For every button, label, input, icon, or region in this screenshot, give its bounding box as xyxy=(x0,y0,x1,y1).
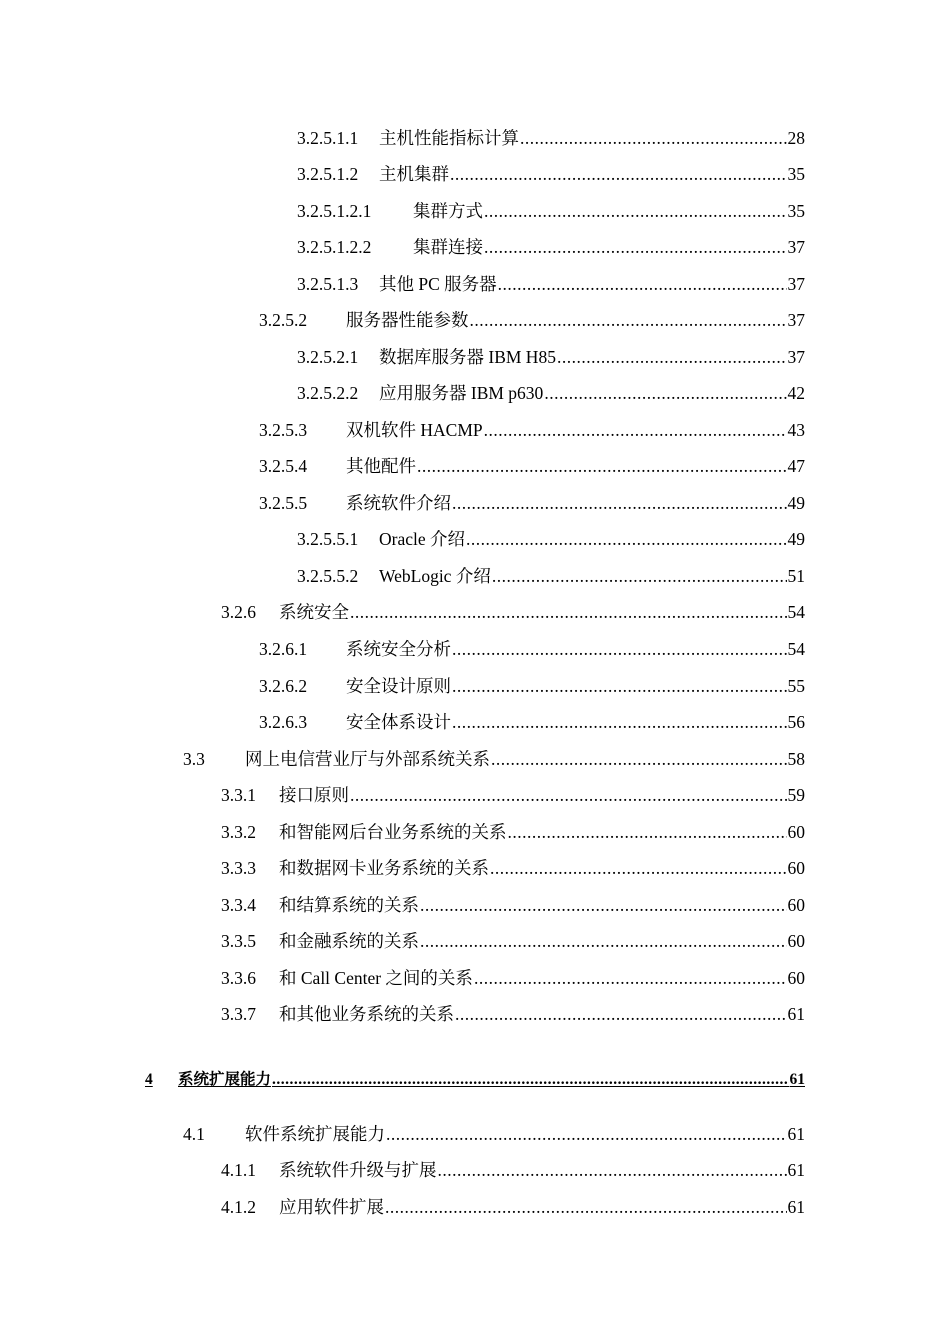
toc-dot-leader xyxy=(386,1122,787,1146)
toc-entry-title: 和其他业务系统的关系 xyxy=(279,1004,454,1024)
toc-entry-number: 4.1.2 xyxy=(221,1197,256,1217)
toc-entry-title: 应用软件扩展 xyxy=(279,1197,384,1217)
toc-entry[interactable] xyxy=(183,747,805,771)
toc-dot-leader xyxy=(452,491,787,515)
toc-entry[interactable] xyxy=(259,674,805,698)
toc-entry-title: 服务器性能参数 xyxy=(346,310,469,330)
toc-entry-page: 35 xyxy=(787,164,805,184)
toc-dot-leader xyxy=(520,126,787,150)
toc-entry-number: 3.3.3 xyxy=(221,858,256,878)
toc-entry-page: 37 xyxy=(787,310,805,330)
toc-entry-number: 3.2.5.5 xyxy=(259,493,308,513)
toc-entry-page: 54 xyxy=(787,602,805,622)
toc-entry-number: 3.2.6.2 xyxy=(259,676,308,696)
toc-entry-page: 54 xyxy=(787,639,805,659)
toc-entry-number: 3.3.2 xyxy=(221,822,256,842)
toc-dot-leader xyxy=(498,272,787,296)
toc-entry-title: 安全体系设计 xyxy=(346,712,451,732)
toc-entry[interactable] xyxy=(221,600,805,624)
toc-entry-page: 61 xyxy=(787,1197,805,1217)
toc-entry-number: 3.3.4 xyxy=(221,895,256,915)
toc-entry[interactable] xyxy=(221,966,805,990)
toc-entry-title: 和 Call Center 之间的关系 xyxy=(279,968,473,988)
toc-entry[interactable] xyxy=(259,418,805,442)
toc-dot-leader xyxy=(450,162,787,186)
toc-entry[interactable] xyxy=(221,1158,805,1182)
toc-entry-number: 3.3.1 xyxy=(221,785,256,805)
toc-dot-leader xyxy=(420,929,787,953)
toc-entry-number: 4.1 xyxy=(183,1124,205,1144)
toc-entry[interactable] xyxy=(297,564,805,588)
toc-entry-number: 3.2.5.1.2 xyxy=(297,164,359,184)
toc-entry-number: 3.2.5.1.2.1 xyxy=(297,201,372,221)
toc-entry-title: 和智能网后台业务系统的关系 xyxy=(279,822,507,842)
toc-dot-leader xyxy=(484,199,787,223)
toc-entry-number: 3.3.6 xyxy=(221,968,256,988)
toc-entry-title: 系统安全 xyxy=(279,602,349,622)
toc-dot-leader xyxy=(350,783,787,807)
toc-dot-leader xyxy=(452,710,787,734)
toc-entry[interactable] xyxy=(183,1122,805,1146)
toc-entry-title: 系统扩展能力 xyxy=(178,1071,272,1088)
toc-entry-number: 3.2.5.5.2 xyxy=(297,566,359,586)
toc-entry-number: 3.3.7 xyxy=(221,1004,256,1024)
toc-entry-page: 61 xyxy=(789,1071,805,1088)
toc-entry-number: 4 xyxy=(145,1071,153,1088)
toc-entry[interactable] xyxy=(297,381,805,405)
toc-entry-title: 主机性能指标计算 xyxy=(379,128,519,148)
toc-dot-leader xyxy=(466,527,786,551)
toc-entry[interactable] xyxy=(297,527,805,551)
toc-entry[interactable] xyxy=(221,893,805,917)
toc-dot-leader xyxy=(484,235,787,259)
toc-entry-page: 61 xyxy=(787,1124,805,1144)
toc-dot-leader xyxy=(385,1195,787,1219)
toc-entry-page: 60 xyxy=(787,931,805,951)
toc-entry-title: 其他 PC 服务器 xyxy=(379,274,497,294)
toc-entry-page: 58 xyxy=(787,749,805,769)
toc-entry-title: 主机集群 xyxy=(379,164,449,184)
toc-entry-number: 3.2.5.1.2.2 xyxy=(297,237,372,257)
toc-entry[interactable] xyxy=(297,162,805,186)
toc-entry-title: 集群方式 xyxy=(413,201,483,221)
toc-dot-leader xyxy=(452,637,787,661)
toc-entry-page: 42 xyxy=(787,383,805,403)
toc-entry-page: 43 xyxy=(787,420,805,440)
toc-entry-title: 其他配件 xyxy=(346,456,416,476)
toc-entry-title: 系统软件升级与扩展 xyxy=(279,1160,437,1180)
toc-entry-page: 37 xyxy=(787,347,805,367)
toc-entry-page: 59 xyxy=(787,785,805,805)
toc-entry[interactable] xyxy=(221,783,805,807)
toc-entry-page: 60 xyxy=(787,822,805,842)
toc-entry-page: 61 xyxy=(787,1004,805,1024)
toc-entry[interactable] xyxy=(221,820,805,844)
toc-entry-title: 软件系统扩展能力 xyxy=(245,1124,385,1144)
toc-entry[interactable] xyxy=(259,308,805,332)
toc-entry[interactable] xyxy=(221,1002,805,1026)
toc-entry[interactable] xyxy=(259,637,805,661)
toc-entry-page: 55 xyxy=(787,676,805,696)
toc-entry-title: Oracle 介绍 xyxy=(379,529,466,549)
toc-dot-leader xyxy=(484,418,787,442)
toc-dot-leader xyxy=(508,820,787,844)
toc-entry-number: 3.2.5.5.1 xyxy=(297,529,359,549)
toc-entry[interactable] xyxy=(297,126,805,150)
toc-entry-number: 3.2.5.4 xyxy=(259,456,308,476)
toc-entry-title: WebLogic 介绍 xyxy=(379,566,491,586)
toc-entry[interactable] xyxy=(221,856,805,880)
toc-entry-number: 3.2.5.1.3 xyxy=(297,274,359,294)
toc-dot-leader xyxy=(557,345,787,369)
toc-entry-page: 28 xyxy=(787,128,805,148)
toc-chapter-entry[interactable] xyxy=(145,1068,805,1092)
toc-entry[interactable] xyxy=(259,491,805,515)
toc-entry-number: 3.2.6.1 xyxy=(259,639,308,659)
toc-entry[interactable] xyxy=(297,272,805,296)
toc-entry-number: 3.2.5.3 xyxy=(259,420,308,440)
toc-entry-number: 3.2.5.2.2 xyxy=(297,383,359,403)
toc-entry-page: 37 xyxy=(787,237,805,257)
toc-entry-number: 4.1.1 xyxy=(221,1160,256,1180)
toc-entry-title: 数据库服务器 IBM H85 xyxy=(379,347,556,367)
toc-entry-title: 和金融系统的关系 xyxy=(279,931,419,951)
toc-entry-title: 应用服务器 IBM p630 xyxy=(379,383,544,403)
toc-dot-leader xyxy=(490,856,787,880)
toc-entry-title: 系统安全分析 xyxy=(346,639,451,659)
toc-entry[interactable] xyxy=(297,199,805,223)
toc-entry-page: 47 xyxy=(787,456,805,476)
toc-entry-title: 安全设计原则 xyxy=(346,676,451,696)
toc-entry-page: 56 xyxy=(787,712,805,732)
toc-entry-title: 接口原则 xyxy=(279,785,349,805)
toc-entry-title: 集群连接 xyxy=(413,237,483,257)
toc-dot-leader xyxy=(492,564,787,588)
toc-entry-page: 49 xyxy=(787,493,805,513)
toc-dot-leader xyxy=(455,1002,787,1026)
toc-entry[interactable] xyxy=(221,929,805,953)
toc-dot-leader xyxy=(272,1068,788,1092)
toc-entry-number: 3.3 xyxy=(183,749,205,769)
toc-entry-title: 和结算系统的关系 xyxy=(279,895,419,915)
toc-dot-leader xyxy=(491,747,787,771)
toc-entry[interactable] xyxy=(259,454,805,478)
toc-dot-leader xyxy=(452,674,787,698)
toc-entry-number: 3.2.5.2 xyxy=(259,310,308,330)
toc-dot-leader xyxy=(544,381,786,405)
toc-entry-page: 51 xyxy=(787,566,805,586)
toc-entry-page: 60 xyxy=(787,968,805,988)
toc-entry-number: 3.3.5 xyxy=(221,931,256,951)
toc-entry-page: 35 xyxy=(787,201,805,221)
toc-entry[interactable] xyxy=(297,235,805,259)
toc-entry-number: 3.2.6 xyxy=(221,602,256,622)
toc-dot-leader xyxy=(438,1158,787,1182)
toc-dot-leader xyxy=(420,893,787,917)
toc-entry-title: 和数据网卡业务系统的关系 xyxy=(279,858,489,878)
toc-dot-leader xyxy=(474,966,787,990)
toc-entry-number: 3.2.6.3 xyxy=(259,712,308,732)
toc-entry-title: 双机软件 HACMP xyxy=(346,420,483,440)
toc-entry[interactable] xyxy=(297,345,805,369)
toc-entry-number: 3.2.5.1.1 xyxy=(297,128,359,148)
toc-entry-title: 网上电信营业厅与外部系统关系 xyxy=(245,749,490,769)
toc-entry-page: 49 xyxy=(787,529,805,549)
toc-entry-page: 61 xyxy=(787,1160,805,1180)
toc-dot-leader xyxy=(417,454,787,478)
toc-entry-number: 3.2.5.2.1 xyxy=(297,347,359,367)
toc-entry-title: 系统软件介绍 xyxy=(346,493,451,513)
toc-entry-page: 37 xyxy=(787,274,805,294)
toc-entry-page: 60 xyxy=(787,895,805,915)
toc-entry-page: 60 xyxy=(787,858,805,878)
toc-dot-leader xyxy=(350,600,787,624)
toc-dot-leader xyxy=(470,308,787,332)
toc-entry[interactable] xyxy=(221,1195,805,1219)
toc-entry[interactable] xyxy=(259,710,805,734)
